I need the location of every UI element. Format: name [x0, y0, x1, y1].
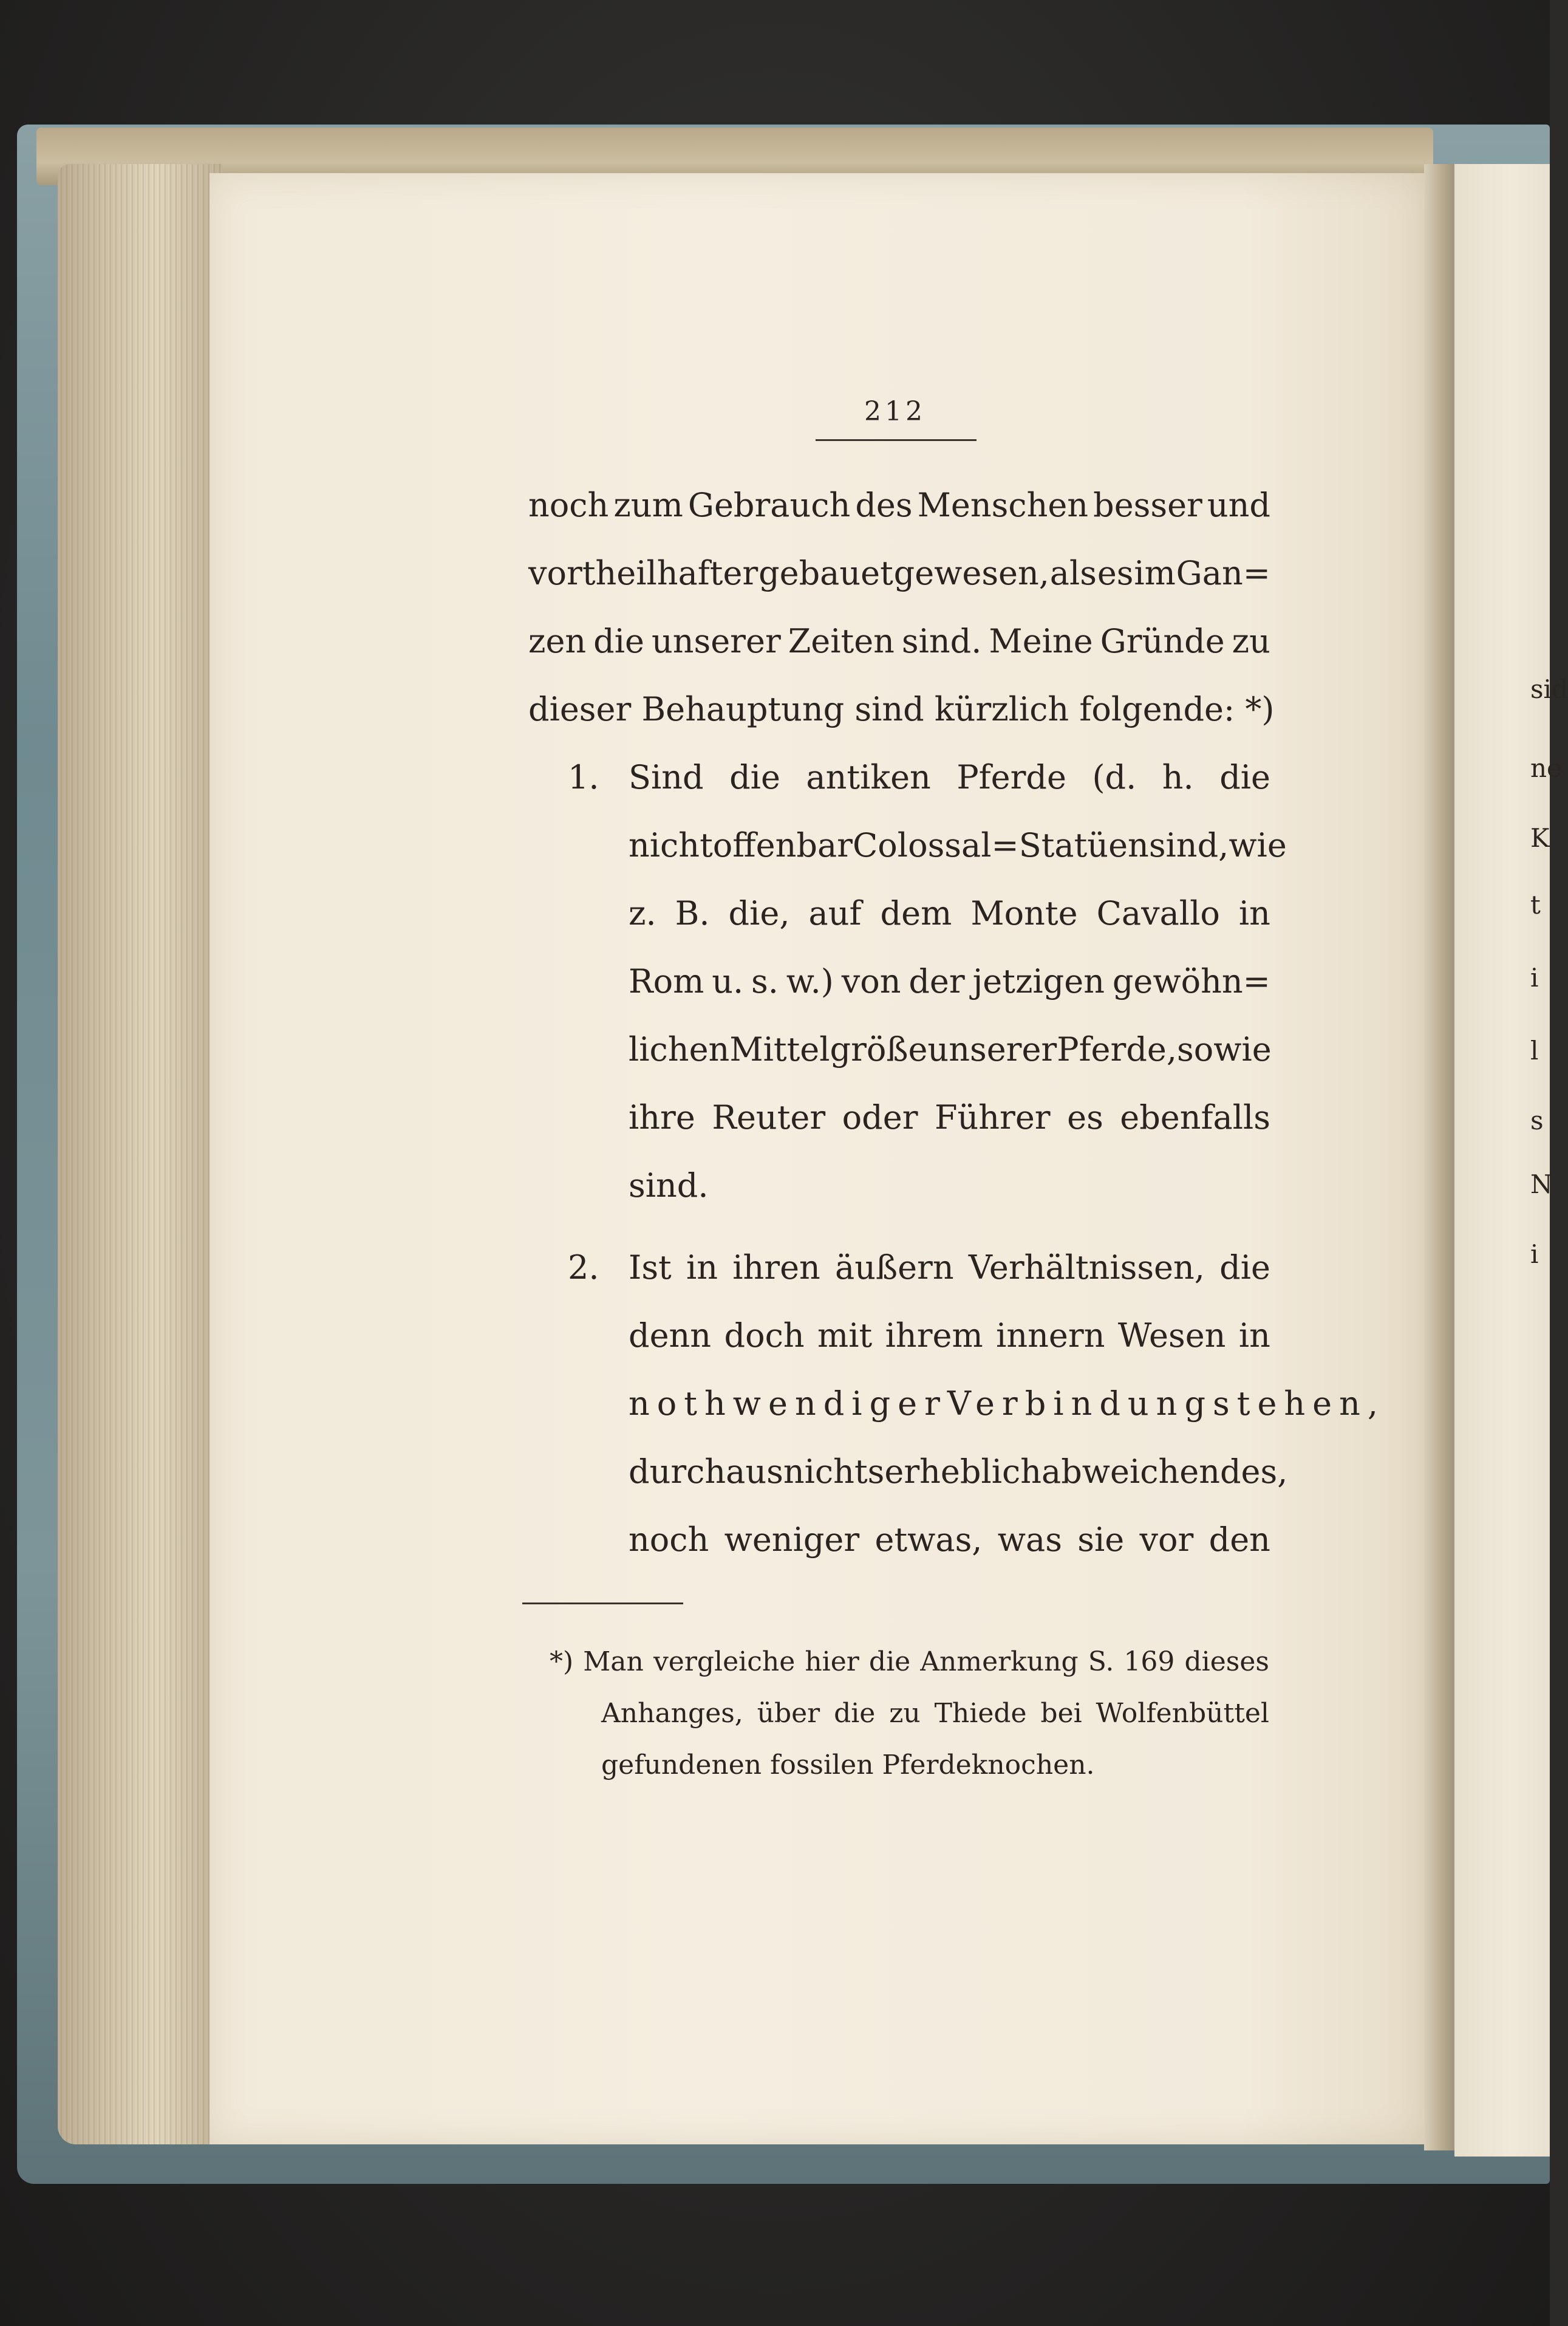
footnote-line: gefundenen fossilen Pferdeknochen. [601, 1750, 1095, 1780]
list-item-number: 2. [568, 1248, 599, 1287]
footnote-line: *) Man vergleiche hier die Anmerkung S. 169 dieses [550, 1646, 1269, 1677]
footnote-line: Anhanges, über die zu Thiede bei Wolfenbüttel [601, 1698, 1269, 1729]
body-text-line: zen die unserer Zeiten sind. Meine Gründe zu [528, 622, 1270, 660]
page-number: 212 [864, 396, 926, 427]
facing-page-fragment: t [1530, 890, 1541, 920]
list-item-line: lichen Mittelgröße unserer Pferde, so wie [629, 1030, 1272, 1069]
list-item-line: nicht offenbar Colossal=Statüen sind, wie [629, 826, 1287, 864]
list-item-line: denn doch mit ihrem innern Wesen in [629, 1316, 1270, 1355]
body-text-line: noch zum Gebrauch des Menschen besser und [528, 486, 1270, 524]
list-item-line: z. B. die, auf dem Monte Cavallo in [629, 894, 1270, 932]
facing-page-fragment: i [1530, 1239, 1539, 1269]
facing-page-fragment: ne [1530, 753, 1562, 783]
list-item-line: nothwendiger Verbindung stehen, [629, 1384, 1386, 1423]
facing-page-fragment: K [1530, 823, 1550, 853]
facing-page-fragment: s [1530, 1106, 1544, 1135]
footnote-rule [522, 1603, 683, 1604]
list-item-line: Rom u. s. w.) von der jetzigen gewöhn= [629, 962, 1270, 1001]
list-item-line: ihre Reuter oder Führer es ebenfalls [629, 1098, 1270, 1137]
list-item-line: durchaus nichts erheblich abweichendes, [629, 1452, 1288, 1491]
book-page [210, 173, 1424, 2144]
body-text-line: vortheilhafter gebauet gewesen, als es im Gan= [528, 554, 1270, 592]
facing-page-fragment: l [1530, 1036, 1539, 1066]
body-text-line: dieser Behauptung sind kürzlich folgende: *) [528, 690, 1275, 728]
page-stack-shading [58, 164, 222, 2144]
facing-page [1454, 164, 1550, 2157]
list-item-line: Sind die antiken Pferde (d. h. die [629, 758, 1270, 796]
facing-page-fragment: sid [1530, 674, 1568, 704]
facing-page-fragment: N [1530, 1169, 1553, 1199]
list-item-line: Ist in ihren äußern Verhältnissen, die [629, 1248, 1270, 1287]
header-rule [816, 439, 977, 441]
list-item-line: noch weniger etwas, was sie vor den [629, 1520, 1270, 1559]
list-item-number: 1. [568, 758, 599, 796]
list-item-line: sind. [629, 1166, 709, 1205]
facing-page-fragment: i [1530, 963, 1539, 993]
